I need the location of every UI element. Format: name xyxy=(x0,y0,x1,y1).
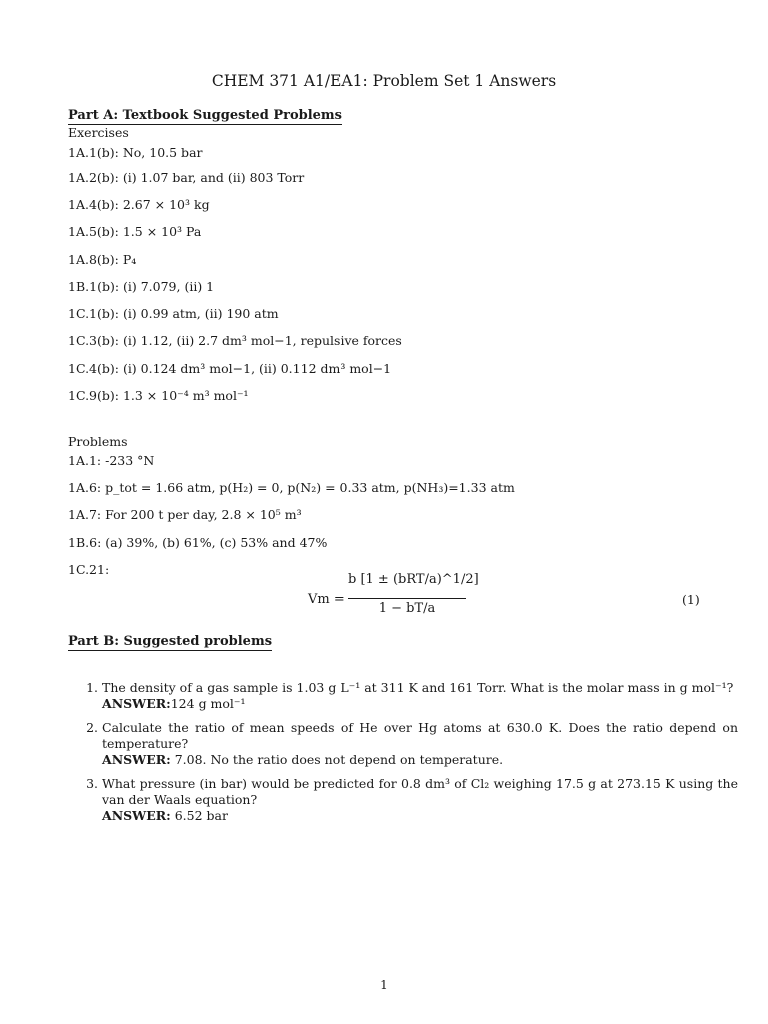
problem-answer: 1A.6: p_tot = 1.66 atm, p(H₂) = 0, p(N₂) = 0.33 atm, p(NH₃)=1.33 atm xyxy=(68,480,515,495)
answer-value: 124 g mol⁻¹ xyxy=(170,696,246,711)
page-title: CHEM 371 A1/EA1: Problem Set 1 Answers xyxy=(211,72,557,90)
equation-numerator: b [1 ± (bRT/a)^1/2] xyxy=(348,572,479,587)
fraction-bar xyxy=(348,598,466,599)
problem-answer: 1A.1: -233 °N xyxy=(68,453,155,468)
answer-label: ANSWER: xyxy=(102,808,171,823)
answer-label: ANSWER: xyxy=(102,696,171,711)
problem-answer: 1B.6: (a) 39%, (b) 61%, (c) 53% and 47% xyxy=(68,535,328,550)
problem-question: The density of a gas sample is 1.03 g L⁻¹ at 311 K and 161 Torr. What is the molar mass in g mol⁻¹? xyxy=(102,680,734,695)
problem-question: Calculate the ratio of mean speeds of He over Hg atoms at 630.0 K. Does the ratio depend on temperature? xyxy=(102,720,738,751)
answer-value: 7.08. No the ratio does not depend on temperature. xyxy=(174,752,504,767)
list-item xyxy=(102,776,738,824)
part-b-heading: Part B: Suggested problems xyxy=(68,634,273,649)
exercise-answer: 1A.8(b): P₄ xyxy=(68,252,137,267)
exercise-answer: 1C.3(b): (i) 1.12, (ii) 2.7 dm³ mol−1, repulsive forces xyxy=(68,333,402,348)
exercise-answer: 1C.4(b): (i) 0.124 dm³ mol−1, (ii) 0.112 dm³ mol−1 xyxy=(68,361,392,376)
exercise-answer: 1A.2(b): (i) 1.07 bar, and (ii) 803 Torr xyxy=(68,170,305,185)
exercise-answer: 1A.4(b): 2.67 × 10³ kg xyxy=(68,197,210,212)
exercise-answer: 1A.1(b): No, 10.5 bar xyxy=(68,145,203,160)
exercise-answer: 1C.1(b): (i) 0.99 atm, (ii) 190 atm xyxy=(68,306,279,321)
exercise-answer: 1C.9(b): 1.3 × 10⁻⁴ m³ mol⁻¹ xyxy=(68,388,249,403)
exercise-answer: 1A.5(b): 1.5 × 10³ Pa xyxy=(68,224,202,239)
list-item xyxy=(102,680,738,712)
part-a-heading: Part A: Textbook Suggested Problems xyxy=(68,108,342,123)
page-number: 1 xyxy=(380,978,388,992)
exercise-answer: 1B.1(b): (i) 7.079, (ii) 1 xyxy=(68,279,215,294)
problem-answer: 1A.7: For 200 t per day, 2.8 × 10⁵ m³ xyxy=(68,507,302,522)
equation-lhs: Vm = xyxy=(308,592,345,607)
problems-label: Problems xyxy=(68,434,128,449)
suggested-problems-list xyxy=(68,680,738,832)
problem-answer: 1C.21: xyxy=(68,562,110,577)
answer-value: 6.52 bar xyxy=(174,808,228,823)
list-item xyxy=(102,720,738,768)
equation-denominator: 1 − bT/a xyxy=(378,601,436,616)
equation-number: (1) xyxy=(682,592,700,607)
exercises-label: Exercises xyxy=(68,125,129,140)
problem-question: What pressure (in bar) would be predicted for 0.8 dm³ of Cl₂ weighing 17.5 g at 273.15 K using the van der Waals equation? xyxy=(102,776,738,807)
answer-label: ANSWER: xyxy=(102,752,171,767)
